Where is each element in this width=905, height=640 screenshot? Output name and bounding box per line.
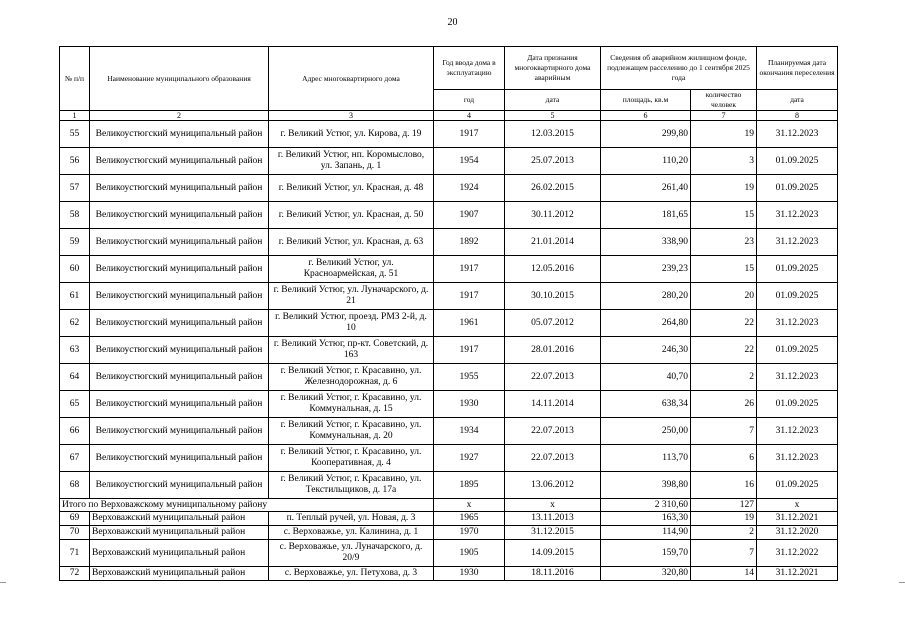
people-count: 7 (691, 540, 757, 567)
people-count: 20 (691, 283, 757, 310)
commission-year: 1892 (434, 229, 505, 256)
planned-end-date: 01.09.2025 (757, 337, 838, 364)
planned-end-date: 31.12.2023 (757, 418, 838, 445)
area-sqm: 264,80 (601, 310, 691, 337)
table-row (60, 472, 838, 499)
table-row (60, 391, 838, 418)
people-count: 6 (691, 445, 757, 472)
people-count: 15 (691, 202, 757, 229)
planned-end-date: 01.09.2025 (757, 391, 838, 418)
house-address: г. Великий Устюг, г. Красавино, ул. Коммунальная, д. 15 (269, 391, 434, 418)
column-number: 5 (505, 111, 601, 121)
row-number: 67 (60, 445, 90, 472)
page-edge-mark-left (0, 582, 6, 583)
house-address: г. Великий Устюг, ул. Красная, д. 48 (269, 175, 434, 202)
area-sqm: 261,40 (601, 175, 691, 202)
total-year: x (434, 499, 505, 512)
commission-year: 1965 (434, 512, 505, 526)
commission-year: 1927 (434, 445, 505, 472)
recognition-date: 21.01.2014 (505, 229, 601, 256)
row-number: 60 (60, 256, 90, 283)
area-sqm: 110,20 (601, 148, 691, 175)
column-number: 8 (757, 111, 838, 121)
recognition-date: 12.05.2016 (505, 256, 601, 283)
planned-end-date: 31.12.2021 (757, 512, 838, 526)
municipality-name: Великоустюгский муниципальный район (90, 391, 269, 418)
subheader-year: год (434, 90, 505, 111)
area-sqm: 113,70 (601, 445, 691, 472)
table-row (60, 121, 838, 148)
recognition-date: 13.06.2012 (505, 472, 601, 499)
area-sqm: 280,20 (601, 283, 691, 310)
planned-end-date: 31.12.2023 (757, 364, 838, 391)
recognition-date: 28.01.2016 (505, 337, 601, 364)
recognition-date: 18.11.2016 (505, 567, 601, 581)
page-edge-mark-right (899, 582, 905, 583)
column-number: 7 (691, 111, 757, 121)
municipality-name: Верховажский муниципальный район (90, 526, 269, 540)
column-number: 4 (434, 111, 505, 121)
planned-end-date: 31.12.2023 (757, 202, 838, 229)
header-housing-fund: Сведения об аварийном жилищном фонде, подлежащем расселению до 1 сентября 2025 года (601, 47, 757, 90)
row-number: 65 (60, 391, 90, 418)
row-number: 58 (60, 202, 90, 229)
emergency-housing-table (59, 46, 838, 581)
people-count: 19 (691, 175, 757, 202)
planned-end-date: 31.12.2023 (757, 121, 838, 148)
municipality-name: Великоустюгский муниципальный район (90, 283, 269, 310)
recognition-date: 30.11.2012 (505, 202, 601, 229)
recognition-date: 14.09.2015 (505, 540, 601, 567)
house-address: г. Великий Устюг, нп. Коромыслово, ул. Запань, д. 1 (269, 148, 434, 175)
area-sqm: 246,30 (601, 337, 691, 364)
recognition-date: 26.02.2015 (505, 175, 601, 202)
planned-end-date: 31.12.2020 (757, 526, 838, 540)
commission-year: 1955 (434, 364, 505, 391)
area-sqm: 299,80 (601, 121, 691, 148)
recognition-date: 05.07.2012 (505, 310, 601, 337)
area-sqm: 40,70 (601, 364, 691, 391)
commission-year: 1934 (434, 418, 505, 445)
recognition-date: 25.07.2013 (505, 148, 601, 175)
municipality-name: Великоустюгский муниципальный район (90, 175, 269, 202)
column-number: 6 (601, 111, 691, 121)
column-number: 1 (60, 111, 90, 121)
recognition-date: 12.03.2015 (505, 121, 601, 148)
page-number: 20 (447, 17, 458, 28)
commission-year: 1905 (434, 540, 505, 567)
area-sqm: 398,80 (601, 472, 691, 499)
house-address: г. Великий Устюг, пр-кт. Советский, д. 163 (269, 337, 434, 364)
row-number: 61 (60, 283, 90, 310)
header-recognition-date: Дата признания многоквартирного дома аварийным (505, 47, 601, 90)
table-row (60, 175, 838, 202)
commission-year: 1917 (434, 283, 505, 310)
municipality-name: Великоустюгский муниципальный район (90, 202, 269, 229)
people-count: 2 (691, 526, 757, 540)
total-end-date: x (757, 499, 838, 512)
row-number: 63 (60, 337, 90, 364)
planned-end-date: 31.12.2021 (757, 567, 838, 581)
house-address: г. Великий Устюг, ул. Красная, д. 63 (269, 229, 434, 256)
table-body-velikoustyug (60, 121, 838, 499)
house-address: г. Великий Устюг, ул. Красная, д. 50 (269, 202, 434, 229)
table-row (60, 418, 838, 445)
municipality-name: Великоустюгский муниципальный район (90, 418, 269, 445)
municipality-name: Великоустюгский муниципальный район (90, 472, 269, 499)
house-address: с. Верховажье, ул. Калинина, д. 1 (269, 526, 434, 540)
table-row (60, 310, 838, 337)
subheader-people: количество человек (691, 90, 757, 111)
table-row (60, 540, 838, 567)
municipality-name: Верховажский муниципальный район (90, 540, 269, 567)
row-number: 57 (60, 175, 90, 202)
subheader-area: площадь, кв.м (601, 90, 691, 111)
table-row (60, 364, 838, 391)
commission-year: 1930 (434, 391, 505, 418)
people-count: 22 (691, 310, 757, 337)
header-year: Год ввода дома в эксплуатацию (434, 47, 505, 90)
total-area: 2 310,60 (601, 499, 691, 512)
area-sqm: 338,90 (601, 229, 691, 256)
row-number: 69 (60, 512, 90, 526)
table-row (60, 256, 838, 283)
planned-end-date: 31.12.2022 (757, 540, 838, 567)
people-count: 26 (691, 391, 757, 418)
table-row (60, 283, 838, 310)
people-count: 23 (691, 229, 757, 256)
total-row (60, 499, 838, 512)
header-address: Адрес многоквартирного дома (269, 47, 434, 111)
house-address: г. Великий Устюг, ул. Кирова, д. 19 (269, 121, 434, 148)
recognition-date: 22.07.2013 (505, 445, 601, 472)
municipality-name: Великоустюгский муниципальный район (90, 256, 269, 283)
row-number: 70 (60, 526, 90, 540)
table-header (60, 47, 838, 121)
municipality-name: Великоустюгский муниципальный район (90, 148, 269, 175)
planned-end-date: 01.09.2025 (757, 283, 838, 310)
planned-end-date: 01.09.2025 (757, 256, 838, 283)
planned-end-date: 01.09.2025 (757, 148, 838, 175)
municipality-name: Верховажский муниципальный район (90, 512, 269, 526)
area-sqm: 114,90 (601, 526, 691, 540)
row-number: 66 (60, 418, 90, 445)
municipality-name: Великоустюгский муниципальный район (90, 364, 269, 391)
area-sqm: 638,34 (601, 391, 691, 418)
municipality-name: Великоустюгский муниципальный район (90, 445, 269, 472)
planned-end-date: 31.12.2023 (757, 310, 838, 337)
table-body-verkhovazhsky (60, 512, 838, 581)
row-number: 72 (60, 567, 90, 581)
commission-year: 1917 (434, 256, 505, 283)
commission-year: 1930 (434, 567, 505, 581)
house-address: с. Верховажье, ул. Петухова, д. 3 (269, 567, 434, 581)
row-number: 59 (60, 229, 90, 256)
people-count: 19 (691, 512, 757, 526)
commission-year: 1954 (434, 148, 505, 175)
row-number: 56 (60, 148, 90, 175)
row-number: 68 (60, 472, 90, 499)
subheader-date: дата (505, 90, 601, 111)
planned-end-date: 01.09.2025 (757, 175, 838, 202)
house-address: с. Верховажье, ул. Луначарского, д. 20/9 (269, 540, 434, 567)
people-count: 3 (691, 148, 757, 175)
people-count: 22 (691, 337, 757, 364)
area-sqm: 163,30 (601, 512, 691, 526)
house-address: г. Великий Устюг, г. Красавино, ул. Железнодорожная, д. 6 (269, 364, 434, 391)
house-address: г. Великий Устюг, проезд. РМЗ 2-й, д. 10 (269, 310, 434, 337)
commission-year: 1961 (434, 310, 505, 337)
house-address: г. Великий Устюг, г. Красавино, ул. Текстильщиков, д. 17а (269, 472, 434, 499)
row-number: 55 (60, 121, 90, 148)
house-address: г. Великий Устюг, г. Красавино, ул. Кооперативная, д. 4 (269, 445, 434, 472)
recognition-date: 14.11.2014 (505, 391, 601, 418)
header-num: № п/п (60, 47, 90, 111)
table-row (60, 526, 838, 540)
header-municipality: Наименование муниципального образования (90, 47, 269, 111)
commission-year: 1895 (434, 472, 505, 499)
row-number: 62 (60, 310, 90, 337)
column-number: 3 (269, 111, 434, 121)
recognition-date: 13.11.2013 (505, 512, 601, 526)
row-number: 64 (60, 364, 90, 391)
area-sqm: 181,65 (601, 202, 691, 229)
municipality-name: Верховажский муниципальный район (90, 567, 269, 581)
municipality-name: Великоустюгский муниципальный район (90, 121, 269, 148)
column-number: 2 (90, 111, 269, 121)
people-count: 2 (691, 364, 757, 391)
commission-year: 1917 (434, 337, 505, 364)
people-count: 14 (691, 567, 757, 581)
row-number: 71 (60, 540, 90, 567)
people-count: 19 (691, 121, 757, 148)
planned-end-date: 01.09.2025 (757, 472, 838, 499)
people-count: 16 (691, 472, 757, 499)
planned-end-date: 31.12.2023 (757, 229, 838, 256)
recognition-date: 31.12.2015 (505, 526, 601, 540)
recognition-date: 22.07.2013 (505, 364, 601, 391)
total-label: Итого по Верховажскому муниципальному району (60, 499, 434, 512)
recognition-date: 30.10.2015 (505, 283, 601, 310)
table-total (60, 499, 838, 512)
table-row (60, 148, 838, 175)
area-sqm: 159,70 (601, 540, 691, 567)
column-numbers-row (60, 111, 838, 121)
commission-year: 1907 (434, 202, 505, 229)
municipality-name: Великоустюгский муниципальный район (90, 310, 269, 337)
municipality-name: Великоустюгский муниципальный район (90, 337, 269, 364)
subheader-end-date: дата (757, 90, 838, 111)
table-row (60, 229, 838, 256)
header-planned-date: Планируемая дата окончания переселения (757, 47, 838, 90)
commission-year: 1917 (434, 121, 505, 148)
total-people: 127 (691, 499, 757, 512)
house-address: п. Теплый ручей, ул. Новая, д. 3 (269, 512, 434, 526)
commission-year: 1970 (434, 526, 505, 540)
recognition-date: 22.07.2013 (505, 418, 601, 445)
people-count: 15 (691, 256, 757, 283)
area-sqm: 250,00 (601, 418, 691, 445)
commission-year: 1924 (434, 175, 505, 202)
table-row (60, 337, 838, 364)
area-sqm: 239,23 (601, 256, 691, 283)
people-count: 7 (691, 418, 757, 445)
house-address: г. Великий Устюг, г. Красавино, ул. Коммунальная, д. 20 (269, 418, 434, 445)
planned-end-date: 31.12.2023 (757, 445, 838, 472)
table-row (60, 202, 838, 229)
municipality-name: Великоустюгский муниципальный район (90, 229, 269, 256)
house-address: г. Великий Устюг, ул. Красноармейская, д. 51 (269, 256, 434, 283)
total-date: x (505, 499, 601, 512)
table-row (60, 445, 838, 472)
table-row (60, 567, 838, 581)
area-sqm: 320,80 (601, 567, 691, 581)
table-row (60, 512, 838, 526)
house-address: г. Великий Устюг, ул. Луначарского, д. 21 (269, 283, 434, 310)
